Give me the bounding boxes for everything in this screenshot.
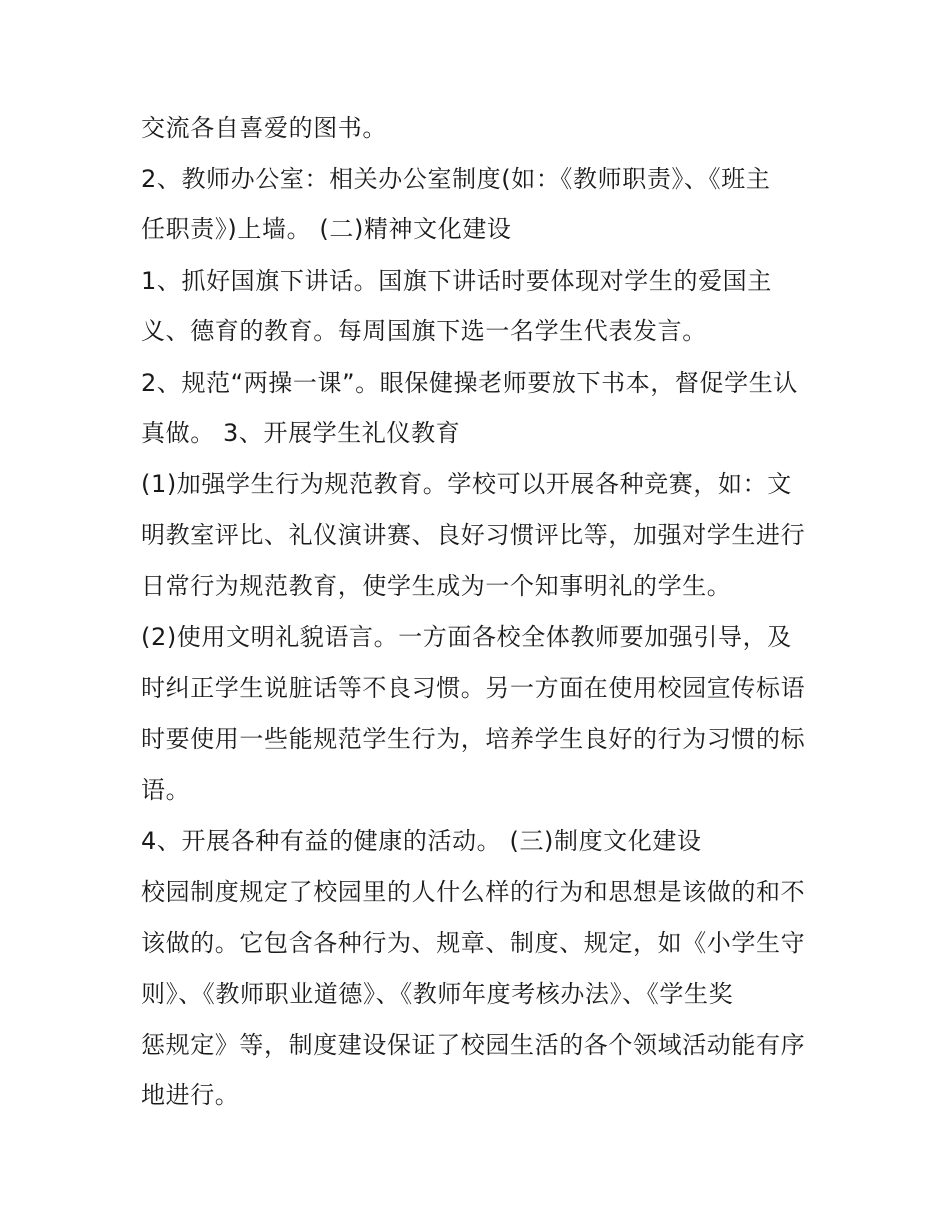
text-line: 时纠正学生说脏话等不良习惯。另一方面在使用校园宣传标语 xyxy=(141,674,806,702)
text-line: 明教室评比、礼仪演讲赛、良好习惯评比等，加强对学生进行 xyxy=(141,521,806,549)
text-line: 交流各自喜爱的图书。 xyxy=(141,114,387,142)
text-line: 日常行为规范教育，使学生成为一个知事明礼的学生。 xyxy=(141,572,732,600)
text-line: 2、教师办公室：相关办公室制度(如：《教师职责》、《班主 xyxy=(141,165,771,193)
text-line: 2、规范“两操一课”。眼保健操老师要放下书本，督促学生认 xyxy=(141,369,798,397)
text-line: 地进行。 xyxy=(141,1081,240,1109)
text-line: 时要使用一些能规范学生行为，培养学生良好的行为习惯的标 xyxy=(141,725,806,753)
text-line: 该做的。它包含各种行为、规章、制度、规定，如《小学生守 xyxy=(141,929,806,957)
text-line: 惩规定》等，制度建设保证了校园生活的各个领域活动能有序 xyxy=(141,1031,806,1059)
text-line: 则》、《教师职业道德》、《教师年度考核办法》、《学生奖 xyxy=(141,980,734,1008)
text-line: 语。 xyxy=(141,776,191,804)
text-line: 任职责》)上墙。 (二)精神文化建设 xyxy=(141,215,512,243)
text-line: 1、抓好国旗下讲话。国旗下讲话时要体现对学生的爱国主 xyxy=(141,267,772,295)
text-line: 4、开展各种有益的健康的活动。 (三)制度文化建设 xyxy=(141,827,702,855)
text-line: (1)加强学生行为规范教育。学校可以开展各种竞赛，如：文 xyxy=(141,470,792,498)
text-line: (2)使用文明礼貌语言。一方面各校全体教师要加强引导，及 xyxy=(141,623,792,651)
text-line: 真做。 3、开展学生礼仪教育 xyxy=(141,419,461,447)
text-line: 义、德育的教育。每周国旗下选一名学生代表发言。 xyxy=(141,317,707,345)
text-line: 校园制度规定了校园里的人什么样的行为和思想是该做的和不 xyxy=(141,878,806,906)
